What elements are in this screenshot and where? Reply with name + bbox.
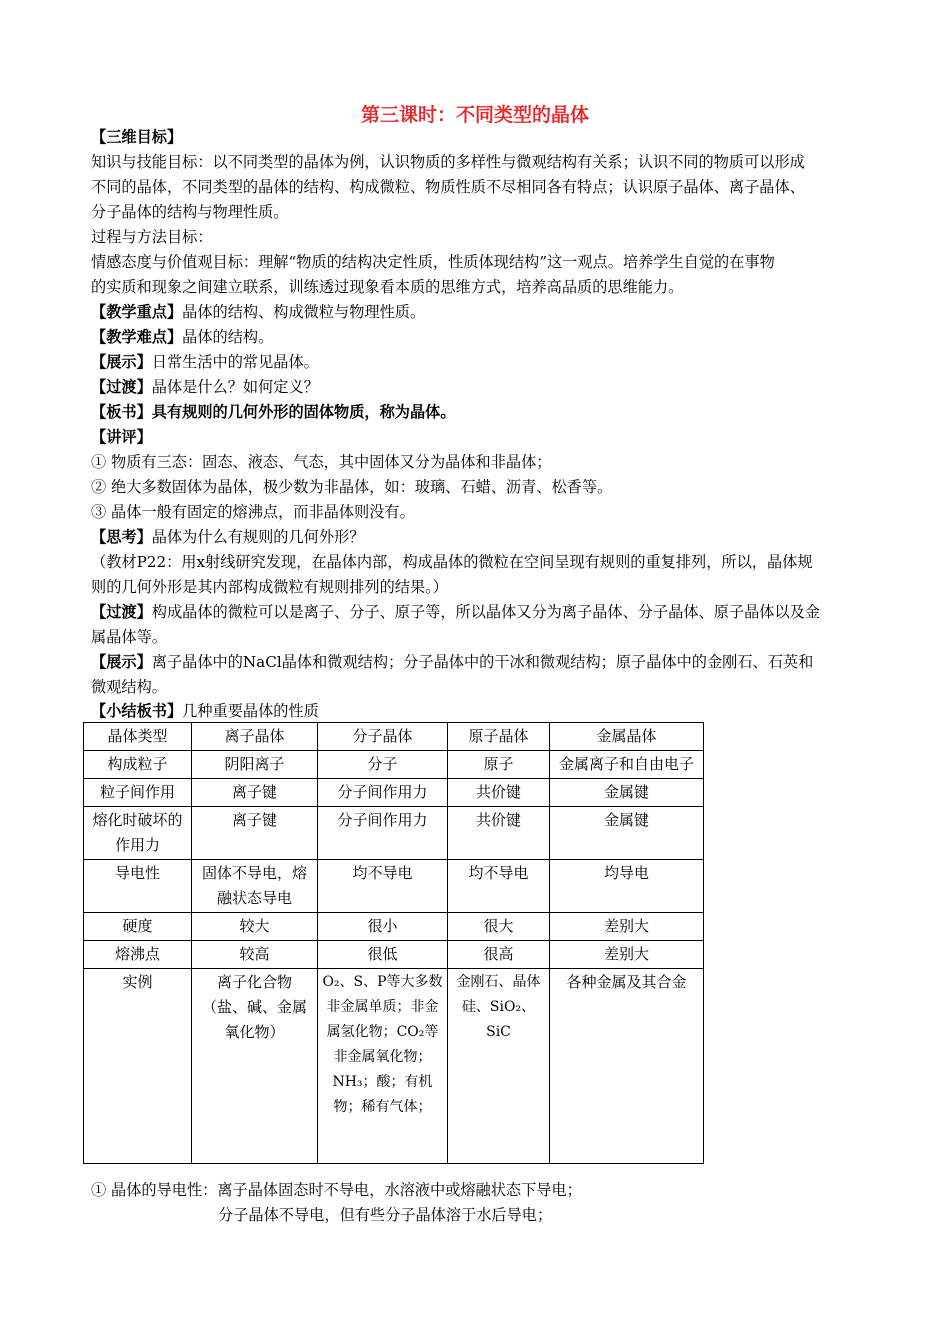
summary: [91, 701, 319, 721]
table-header-cell: 离子晶体: [192, 723, 318, 751]
table-row: [84, 913, 704, 941]
goals-line-6: 的实质和现象之间建立联系，训练透过现象看本质的思维方式，培养高品质的思维能力。: [91, 278, 684, 296]
table-header-row: [84, 723, 704, 751]
table-cell: 差别大: [550, 913, 704, 941]
table-cell: 粒子间作用: [84, 779, 192, 807]
table-header-cell: 晶体类型: [84, 723, 192, 751]
goals-line-3: 分子晶体的结构与物理性质。: [91, 203, 289, 221]
conductivity-line-1: ① 晶体的导电性：离子晶体固态时不导电，水溶液中或熔融状态下导电；: [91, 1181, 582, 1199]
transition-1-label: 【过渡】: [91, 378, 152, 396]
comment-label: 【讲评】: [91, 428, 152, 446]
think: [91, 527, 364, 547]
table-cell: 分子间作用力: [318, 779, 448, 807]
goals-heading: 【三维目标】: [91, 128, 183, 146]
table-row: [84, 860, 704, 913]
table-cell: 离子化合物（盐、碱、金属氧化物）: [192, 969, 318, 1164]
show-2-text-2: 微观结构。: [91, 678, 167, 696]
summary-text: 几种重要晶体的性质: [182, 702, 319, 720]
table-header-cell: 原子晶体: [448, 723, 550, 751]
transition-1-text: 晶体是什么？如何定义？: [151, 378, 319, 396]
summary-label: 【小结板书】: [91, 702, 183, 720]
table-cell: 构成粒子: [84, 751, 192, 779]
board-label: 【板书】: [91, 403, 152, 421]
show-1: [91, 352, 319, 372]
table-cell: 分子: [318, 751, 448, 779]
table-row: [84, 969, 704, 1164]
goals-line-5: 情感态度与价值观目标：理解“物质的结构决定性质，性质体现结构”这一观点。培养学生自觉的在事物: [91, 253, 775, 271]
conductivity-line-2: 分子晶体不导电，但有些分子晶体溶于水后导电；: [218, 1206, 553, 1224]
crystal-properties-table: [83, 722, 704, 1164]
comment-point-2: ② 绝大多数固体为晶体，极少数为非晶体，如：玻璃、石蜡、沥青、松香等。: [91, 478, 613, 496]
board-writing: [91, 402, 456, 422]
table-cell: 较高: [192, 941, 318, 969]
show-1-label: 【展示】: [91, 353, 152, 371]
table-row: [84, 779, 704, 807]
table-row: [84, 751, 704, 779]
comment-point-3: ③ 晶体一般有固定的熔沸点，而非晶体则没有。: [91, 503, 415, 521]
think-label: 【思考】: [91, 528, 152, 546]
table-row: [84, 941, 704, 969]
table-cell: 很小: [318, 913, 448, 941]
transition-2-label: 【过渡】: [91, 603, 152, 621]
table-cell: 共价键: [448, 779, 550, 807]
table-cell: 熔化时破坏的作用力: [84, 807, 192, 860]
think-text: 晶体为什么有规则的几何外形？: [151, 528, 365, 546]
transition-2-text-1: 构成晶体的微粒可以是离子、分子、原子等，所以晶体又分为离子晶体、分子晶体、原子晶体以及金: [151, 603, 820, 621]
table-cell: 分子间作用力: [318, 807, 448, 860]
show-2-label: 【展示】: [91, 653, 152, 671]
table-cell: 离子键: [192, 779, 318, 807]
table-cell: 很大: [448, 913, 550, 941]
table-cell: 共价键: [448, 807, 550, 860]
table-cell: 硬度: [84, 913, 192, 941]
think-note-2: 则的几何外形是其内部构成微粒有规则排列的结果。）: [91, 578, 448, 596]
table-cell: 导电性: [84, 860, 192, 913]
table-header-cell: 分子晶体: [318, 723, 448, 751]
table-cell: 实例: [84, 969, 192, 1164]
difficult-points-label: 【教学难点】: [91, 328, 183, 346]
difficult-points: [91, 327, 273, 347]
table-cell: 均不导电: [318, 860, 448, 913]
transition-2: [91, 602, 820, 622]
difficult-points-text: 晶体的结构。: [182, 328, 274, 346]
key-points-text: 晶体的结构、构成微粒与物理性质。: [182, 303, 426, 321]
table-cell: 差别大: [550, 941, 704, 969]
table-cell: 均不导电: [448, 860, 550, 913]
goals-line-1: 知识与技能目标：以不同类型的晶体为例，认识物质的多样性与微观结构有关系；认识不同的物质可以形成: [91, 153, 805, 171]
show-1-text: 日常生活中的常见晶体。: [151, 353, 319, 371]
table-cell: 各种金属及其合金: [550, 969, 704, 1164]
transition-1: [91, 377, 319, 397]
table-cell: 很低: [318, 941, 448, 969]
key-points-label: 【教学重点】: [91, 303, 183, 321]
transition-2-text-2: 属晶体等。: [91, 628, 167, 646]
table-cell: 熔沸点: [84, 941, 192, 969]
key-points: [91, 302, 425, 322]
comment-point-1: ① 物质有三态：固态、液态、气态，其中固体又分为晶体和非晶体；: [91, 453, 552, 471]
table-cell: 金属离子和自由电子: [550, 751, 704, 779]
show-2-text-1: 离子晶体中的NaCl晶体和微观结构；分子晶体中的干冰和微观结构；原子晶体中的金刚石、石英和: [151, 653, 814, 671]
table-cell: 金属键: [550, 779, 704, 807]
page-title: 第三课时：不同类型的晶体: [360, 104, 589, 126]
table-cell: 较大: [192, 913, 318, 941]
think-note-1: （教材P22：用x射线研究发现，在晶体内部，构成晶体的微粒在空间呈现有规则的重复排列，所以，晶体规: [91, 553, 813, 571]
goals-line-4: 过程与方法目标：: [91, 228, 213, 246]
show-2: [91, 652, 813, 672]
table-row: [84, 807, 704, 860]
table-cell: 均导电: [550, 860, 704, 913]
table-cell: 金属键: [550, 807, 704, 860]
table-cell: 原子: [448, 751, 550, 779]
table-cell: 很高: [448, 941, 550, 969]
table-cell: 阴阳离子: [192, 751, 318, 779]
table-cell: 离子键: [192, 807, 318, 860]
table-header-cell: 金属晶体: [550, 723, 704, 751]
table-cell: O₂、S、P等大多数非金属单质；非金属氢化物；CO₂等非金属氧化物；NH₃；酸；有机物；稀有气体；: [318, 969, 448, 1164]
table-cell: 金刚石、晶体硅、SiO₂、SiC: [448, 969, 550, 1164]
goals-line-2: 不同的晶体，不同类型的晶体的结构、构成微粒、物质性质不尽相同各有特点；认识原子晶体、离子晶体、: [91, 178, 805, 196]
table-cell: 固体不导电，熔融状态导电: [192, 860, 318, 913]
board-text: 具有规则的几何外形的固体物质，称为晶体。: [151, 403, 456, 421]
